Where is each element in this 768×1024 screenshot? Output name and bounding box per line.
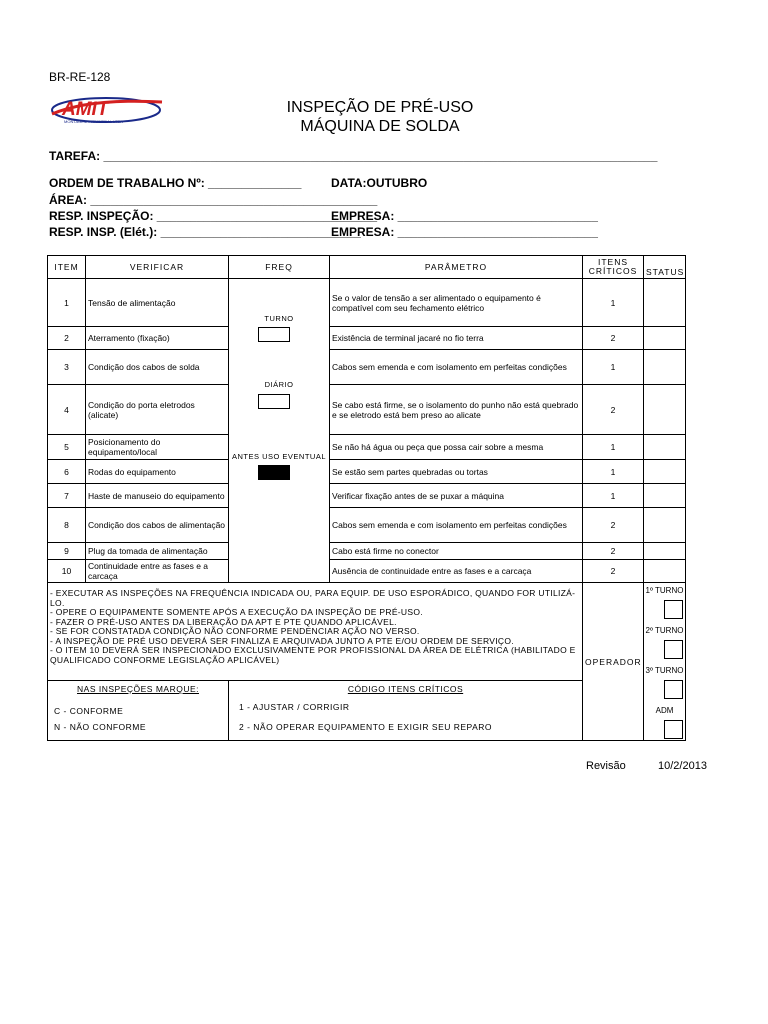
table-row [48,484,686,508]
critico-value: 2 [583,385,644,435]
note-line: - A INSPEÇÃO DE PRÉ USO DEVERÁ SER FINALIZA E ARQUIVADA JUNTO A PTE E/OU ORDEM DE SERVIÇO. [50,635,514,646]
table-row [48,543,686,560]
parametro-text: Se não há água ou peça que possa cair sobre a mesma [330,435,583,460]
critico-value: 1 [583,435,644,460]
item-number: 5 [48,435,86,460]
table-row [48,435,686,460]
header-itens-criticos: ITENS CRÍTICOS [583,256,644,279]
parametro-text: Cabos sem emenda e com isolamento em perfeitas condições [330,508,583,543]
table-row [48,508,686,543]
status-cell[interactable] [644,543,686,560]
freq-turno-label: TURNO [264,314,294,323]
parametro-text: Verificar fixação antes de se puxar a máquina [330,484,583,508]
verificar-text: Rodas do equipamento [86,460,229,484]
status-cell[interactable] [644,350,686,385]
status-cell[interactable] [644,385,686,435]
empresa-field-1[interactable]: EMPRESA: ______________________________ [331,209,598,223]
item-number: 10 [48,560,86,583]
status-cell[interactable] [644,435,686,460]
inspection-table [47,255,686,741]
item-number: 8 [48,508,86,543]
logo-text: AMIT [62,99,109,120]
revisao-date: 10/2/2013 [658,760,707,772]
table-row [48,327,686,350]
item-number: 3 [48,350,86,385]
status-cell[interactable] [644,560,686,583]
table-row [48,460,686,484]
empresa-field-2[interactable]: EMPRESA: ______________________________ [331,225,598,239]
status-cell[interactable] [644,327,686,350]
critico-value: 2 [583,327,644,350]
amit-logo [50,92,166,128]
area-field[interactable]: ÁREA: ___________________________________________ [49,193,378,207]
verificar-text: Aterramento (fixação) [86,327,229,350]
document-code: BR-RE-128 [49,70,111,84]
revisao-label: Revisão [586,760,626,772]
ordem-trabalho-field[interactable]: ORDEM DE TRABALHO Nº: ______________ [49,176,302,190]
note-line: - SE FOR CONSTATADA CONDIÇÃO NÃO CONFORME PENDENCIAR AÇÃO NO VERSO. [50,626,420,636]
resp-insp-elet-field[interactable]: RESP. INSP. (Elét.): ______________________________ [49,225,361,239]
header-freq: FREQ [229,256,330,279]
instructions-notes [48,583,583,681]
adm-checkbox[interactable] [664,720,683,739]
parametro-text: Cabos sem emenda e com isolamento em perfeitas condições [330,350,583,385]
parametro-text: Ausência de continuidade entre as fases e a carcaça [330,560,583,583]
critico-value: 2 [583,560,644,583]
turnos-cell [644,583,686,741]
freq-eventual-label: ANTES USO EVENTUAL [231,452,327,461]
turno-3-label: 3º TURNO [645,666,684,675]
freq-diario-checkbox[interactable] [258,394,290,409]
freq-eventual-checkbox[interactable] [258,465,290,480]
critico-value: 1 [583,279,644,327]
table-row [48,560,686,583]
legend-marque-title: NAS INSPEÇÕES MARQUE: [77,684,199,694]
verificar-text: Condição dos cabos de alimentação [86,508,229,543]
turno-1-checkbox[interactable] [664,600,683,619]
operador-cell: OPERADOR [583,583,644,741]
verificar-text: Tensão de alimentação [86,279,229,327]
verificar-text: Continuidade entre as fases e a carcaça [86,560,229,583]
item-number: 4 [48,385,86,435]
status-cell[interactable] [644,508,686,543]
verificar-text: Haste de manuseio do equipamento [86,484,229,508]
item-number: 6 [48,460,86,484]
item-number: 2 [48,327,86,350]
critico-value: 2 [583,543,644,560]
title-line2: MÁQUINA DE SOLDA [300,118,460,135]
turno-2-label: 2º TURNO [645,626,684,635]
header-verificar: VERIFICAR [86,256,229,279]
parametro-text: Se cabo está firme, se o isolamento do punho não está quebrado e se eletrodo está bem preso ao alicate [330,385,583,435]
tarefa-field[interactable]: TAREFA: ___________________________________________________________________________________ [49,149,658,163]
parametro-text: Se estão sem partes quebradas ou tortas [330,460,583,484]
legend-code-1: 1 - AJUSTAR / CORRIGIR [239,702,350,712]
table-row [48,385,686,435]
adm-label: ADM [655,706,674,715]
turno-3-checkbox[interactable] [664,680,683,699]
note-line: - EXECUTAR AS INSPEÇÕES NA FREQUÊNCIA INDICADA OU, PARA EQUIP. DE USO ESPORÁDICO, QUANDO FOR UTILIZÁ-LO. [50,588,576,608]
freq-column [229,279,330,583]
legend-marque [48,681,229,741]
header-status: STATUS [644,256,686,279]
legend-codigo [229,681,583,741]
note-line: - OPERE O EQUIPAMENTE SOMENTE APÓS A EXECUÇÃO DA INSPEÇÃO DE PRÉ-USO. [50,607,423,617]
critico-value: 1 [583,350,644,385]
verificar-text: Condição dos cabos de solda [86,350,229,385]
logo-subtitle: MONTAGEM INDUSTRIAL LTDA [64,119,124,124]
data-field[interactable]: DATA:OUTUBRO [331,176,428,190]
item-number: 9 [48,543,86,560]
item-number: 7 [48,484,86,508]
item-number: 1 [48,279,86,327]
resp-inspecao-field[interactable]: RESP. INSPEÇÃO: _________________________________ [49,209,378,223]
header-item: ITEM [48,256,86,279]
freq-turno-checkbox[interactable] [258,327,290,342]
freq-diario-label: DIÁRIO [264,380,294,389]
note-line: - FAZER O PRÉ-USO ANTES DA LIBERAÇÃO DA APT E PTE QUANDO APLICÁVEL. [50,616,397,627]
status-cell[interactable] [644,484,686,508]
verificar-text: Condição do porta eletrodos (alicate) [86,385,229,435]
table-row [48,279,686,327]
parametro-text: Cabo está firme no conector [330,543,583,560]
verificar-text: Plug da tomada de alimentação [86,543,229,560]
title-line1: INSPEÇÃO DE PRÉ-USO [286,99,474,116]
critico-value: 2 [583,508,644,543]
verificar-text: Posicionamento do equipamento/local [86,435,229,460]
legend-conforme: C - CONFORME [54,706,124,716]
critico-value: 1 [583,460,644,484]
turno-2-checkbox[interactable] [664,640,683,659]
note-line: - O ITEM 10 DEVERÁ SER INSPECIONADO EXCLUSIVAMENTE POR PROFISSIONAL DA ÁREA DE ELÉTRICA (HABILITADO E QUALIFICADO CONFORME LEGISLAÇÃO APLICÁVEL) [50,645,576,665]
critico-value: 1 [583,484,644,508]
turno-1-label: 1º TURNO [645,586,684,595]
legend-code-2: 2 - NÃO OPERAR EQUIPAMENTO E EXIGIR SEU REPARO [239,722,493,732]
parametro-text: Existência de terminal jacaré no fio terra [330,327,583,350]
status-cell[interactable] [644,460,686,484]
legend-nao-conforme: N - NÃO CONFORME [54,722,147,732]
header-parametro: PARÂMETRO [330,256,583,279]
parametro-text: Se o valor de tensão a ser alimentado o equipamento é compatível com seu fechamento elétrico [330,279,583,327]
legend-codigo-title: CÓDIGO ITENS CRÍTICOS [347,684,464,694]
table-row [48,350,686,385]
status-cell[interactable] [644,279,686,327]
